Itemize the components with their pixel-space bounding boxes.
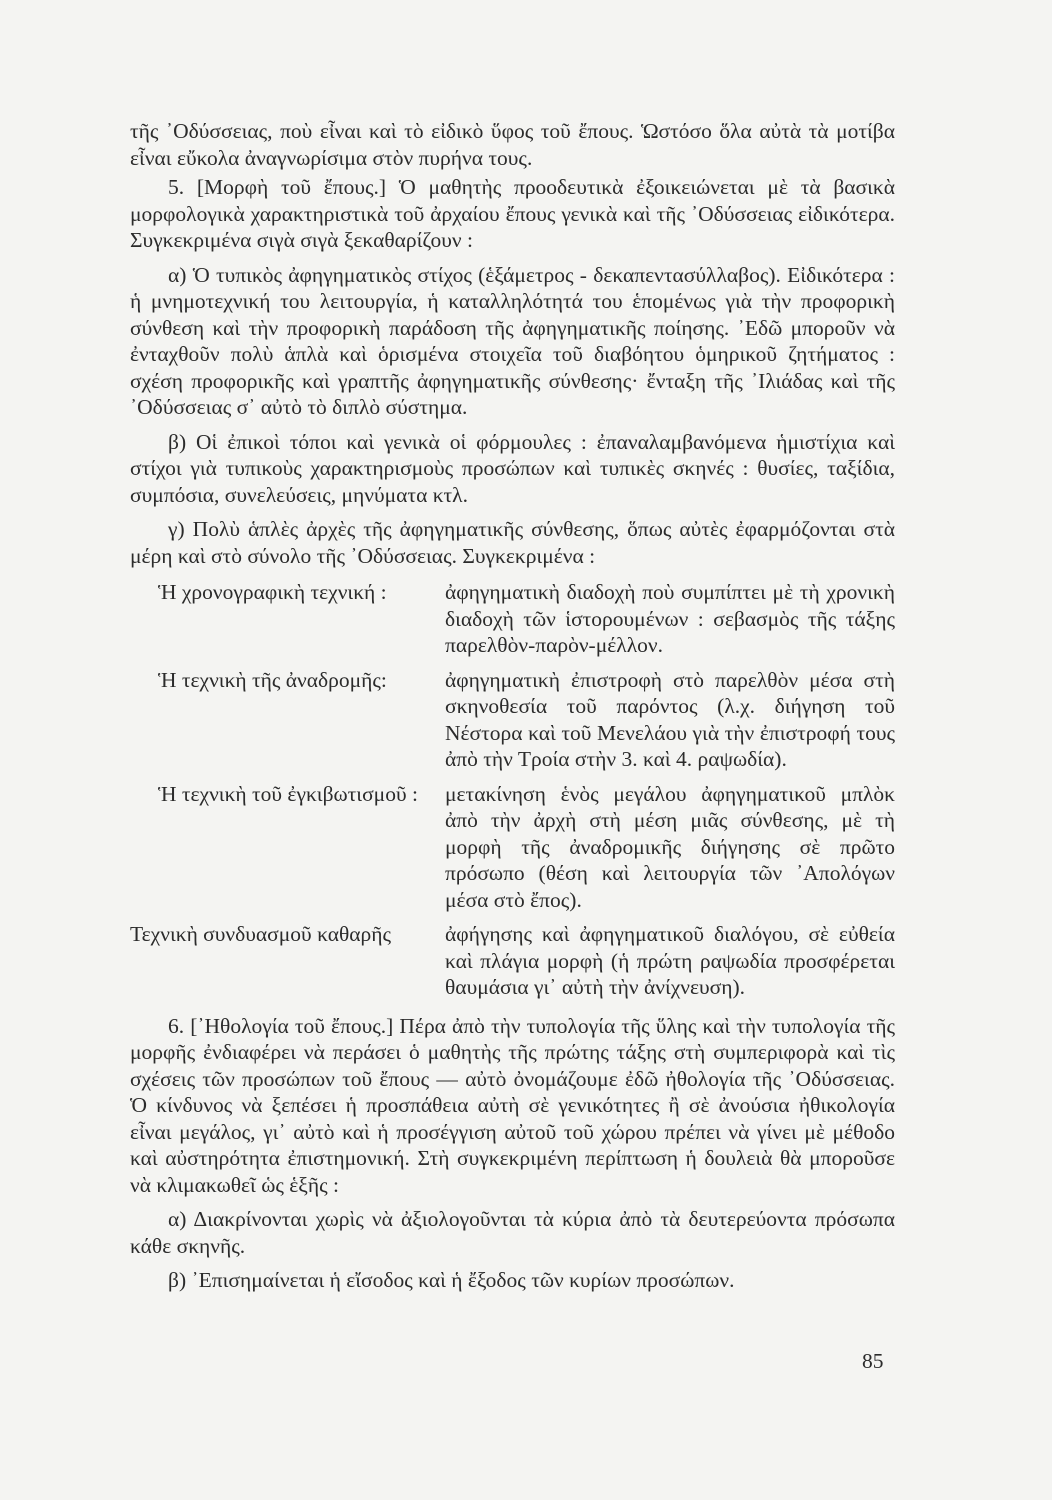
technique-entry bbox=[130, 921, 895, 1001]
technique-entry bbox=[130, 579, 895, 659]
page-number: 85 bbox=[862, 1349, 884, 1373]
paragraph-item-alpha-2: α) Διακρίνονται χωρὶς νὰ ἀξιολογοῦνται τὰ κύρια ἀπὸ τὰ δευτερεύοντα πρόσωπα κάθε σκηνῆς. bbox=[130, 1207, 895, 1258]
technique-term: Τεχνικὴ συνδυασμοῦ καθαρῆς bbox=[130, 922, 392, 946]
techniques-list bbox=[130, 579, 895, 1001]
paragraph-item-alpha: α) Ὁ τυπικὸς ἀφηγηματικὸς στίχος (ἑξάμετρος - δεκαπεντασύλλαβος). Εἰδικότερα : ἡ μνημοτεχνική του λειτουργία, ἡ καταλληλότητά του ἑπομένως γιὰ τὴν προφορικὴ σύνθεση καὶ τὴν προφορικὴ παράδοση τῆς ἀφηγηματικῆς ποίησης. ᾿Εδῶ μποροῦν νὰ ἐνταχθοῦν πολὺ ἁπλὰ καὶ ὁρισμένα στοιχεῖα τοῦ διαβόητου ὁμηρικοῦ ζητήματος : σχέση προφορικῆς καὶ γραπτῆς ἀφηγηματικῆς σύνθεσης· ἔνταξη τῆς ᾿Ιλιάδας καὶ τῆς ᾿Οδύσσειας σ᾿ αὐτὸ τὸ διπλὸ σύστημα. bbox=[130, 262, 895, 419]
technique-entry bbox=[130, 667, 895, 773]
technique-definition: ἀφηγηματικὴ διαδοχὴ ποὺ συμπίπτει μὲ τὴ χρονικὴ διαδοχὴ τῶν ἱστορουμένων : σεβασμὸς τῆς τάξης παρελθὸν-παρὸν-μέλλον. bbox=[445, 580, 895, 657]
paragraph-item-beta-2: β) ᾿Επισημαίνεται ἡ εἴσοδος καὶ ἡ ἔξοδος τῶν κυρίων προσώπων. bbox=[168, 1268, 735, 1292]
paragraph-item-beta: β) Οἱ ἐπικοὶ τόποι καὶ γενικὰ οἱ φόρμουλες : ἐπαναλαμβανόμενα ἡμιστίχια καὶ στίχοι γιὰ τυπικοὺς χαρακτηρισμοὺς προσώπων καὶ τυπικὲς σκηνές : θυσίες, ταξίδια, συμπόσια, συνελεύσεις, μηνύματα κτλ. bbox=[130, 429, 895, 507]
technique-term: Ἡ τεχνικὴ τῆς ἀναδρομῆς: bbox=[158, 667, 387, 692]
technique-definition: ἀφηγηματικὴ ἐπιστροφὴ στὸ παρελθὸν μέσα στὴ σκηνοθεσία τοῦ παρόντος (λ.χ. διήγηση τοῦ Νέστορα καὶ τοῦ Μενελάου γιὰ τὴν ἐπιστροφή τους ἀπὸ τὴν Τροία στὴν 3. καὶ 4. ραψωδία). bbox=[445, 667, 895, 771]
paragraph-section-6: 6. [᾿Ηθολογία τοῦ ἔπους.] Πέρα ἀπὸ τὴν τυπολογία τῆς ὕλης καὶ τὴν τυπολογία τῆς μορφῆς ἐνδιαφέρει νὰ περάσει ὁ μαθητὴς τῆς πρώτης τάξης στὴ συμπεριφορὰ καὶ τὶς σχέσεις τῶν προσώπων τοῦ ἔπους — αὐτὸ ὀνομάζουμε ἐδῶ ἠθολογία τῆς ᾿Οδύσσειας. Ὁ κίνδυνος νὰ ξεπέσει ἡ προσπάθεια αὐτὴ σὲ γενικότητες ἢ σὲ ἀνούσια ἠθικολογία εἶναι μεγάλος, γι᾿ αὐτὸ καὶ ἡ προσέγγιση αὐτοῦ τοῦ χώρου πρέπει νὰ γίνει μὲ μέθοδο καὶ αὐστηρότητα ἐπιστημονική. Στὴ συγκεκριμένη περίπτωση ἡ δουλειὰ θὰ μποροῦσε νὰ κλιμακωθεῖ ὡς ἑξῆς : bbox=[130, 1013, 895, 1197]
technique-definition: μετακίνηση ἑνὸς μεγάλου ἀφηγηματικοῦ μπλὸκ ἀπὸ τὴν ἀρχὴ στὴ μέση μιᾶς σύνθεσης, μὲ τὴ μορφὴ τῆς ἀναδρομικῆς διήγησης σὲ πρῶτο πρόσωπο (θέση καὶ λειτουργία τῶν ᾿Απολόγων μέσα στὸ ἔπος). bbox=[445, 781, 895, 912]
paragraph-intro-continuation: τῆς ᾿Οδύσσειας, ποὺ εἶναι καὶ τὸ εἰδικὸ ὕφος τοῦ ἔπους. Ὡστόσο ὅλα αὐτὰ τὰ μοτίβα εἶναι εὔκολα ἀναγνωρίσιμα στὸν πυρήνα τους. bbox=[130, 119, 895, 170]
technique-entry bbox=[130, 781, 895, 914]
page-body bbox=[130, 118, 895, 1294]
paragraph-item-gamma: γ) Πολὺ ἁπλὲς ἀρχὲς τῆς ἀφηγηματικῆς σύνθεσης, ὅπως αὐτὲς ἐφαρμόζονται στὰ μέρη καὶ στὸ σύνολο τῆς ᾿Οδύσσειας. Συγκεκριμένα : bbox=[130, 517, 895, 568]
paragraph-section-5: 5. [Μορφὴ τοῦ ἔπους.] Ὁ μαθητὴς προοδευτικὰ ἐξοικειώνεται μὲ τὰ βασικὰ μορφολογικὰ χαρακτηριστικὰ τοῦ ἀρχαίου ἔπους γενικὰ καὶ τῆς ᾿Οδύσσειας εἰδικότερα. Συγκεκριμένα σιγὰ σιγὰ ξεκαθαρίζουν : bbox=[130, 175, 895, 252]
technique-term: Ἡ τεχνικὴ τοῦ ἐγκιβωτισμοῦ : bbox=[158, 781, 418, 806]
technique-definition: ἀφήγησης καὶ ἀφηγηματικοῦ διαλόγου, σὲ εὐθεία καὶ πλάγια μορφὴ (ἡ πρώτη ραψωδία προσφέρεται θαυμάσια γι᾿ αὐτὴ τὴν ἀνίχνευση). bbox=[445, 922, 895, 999]
technique-term: Ἡ χρονογραφικὴ τεχνική : bbox=[158, 580, 387, 604]
